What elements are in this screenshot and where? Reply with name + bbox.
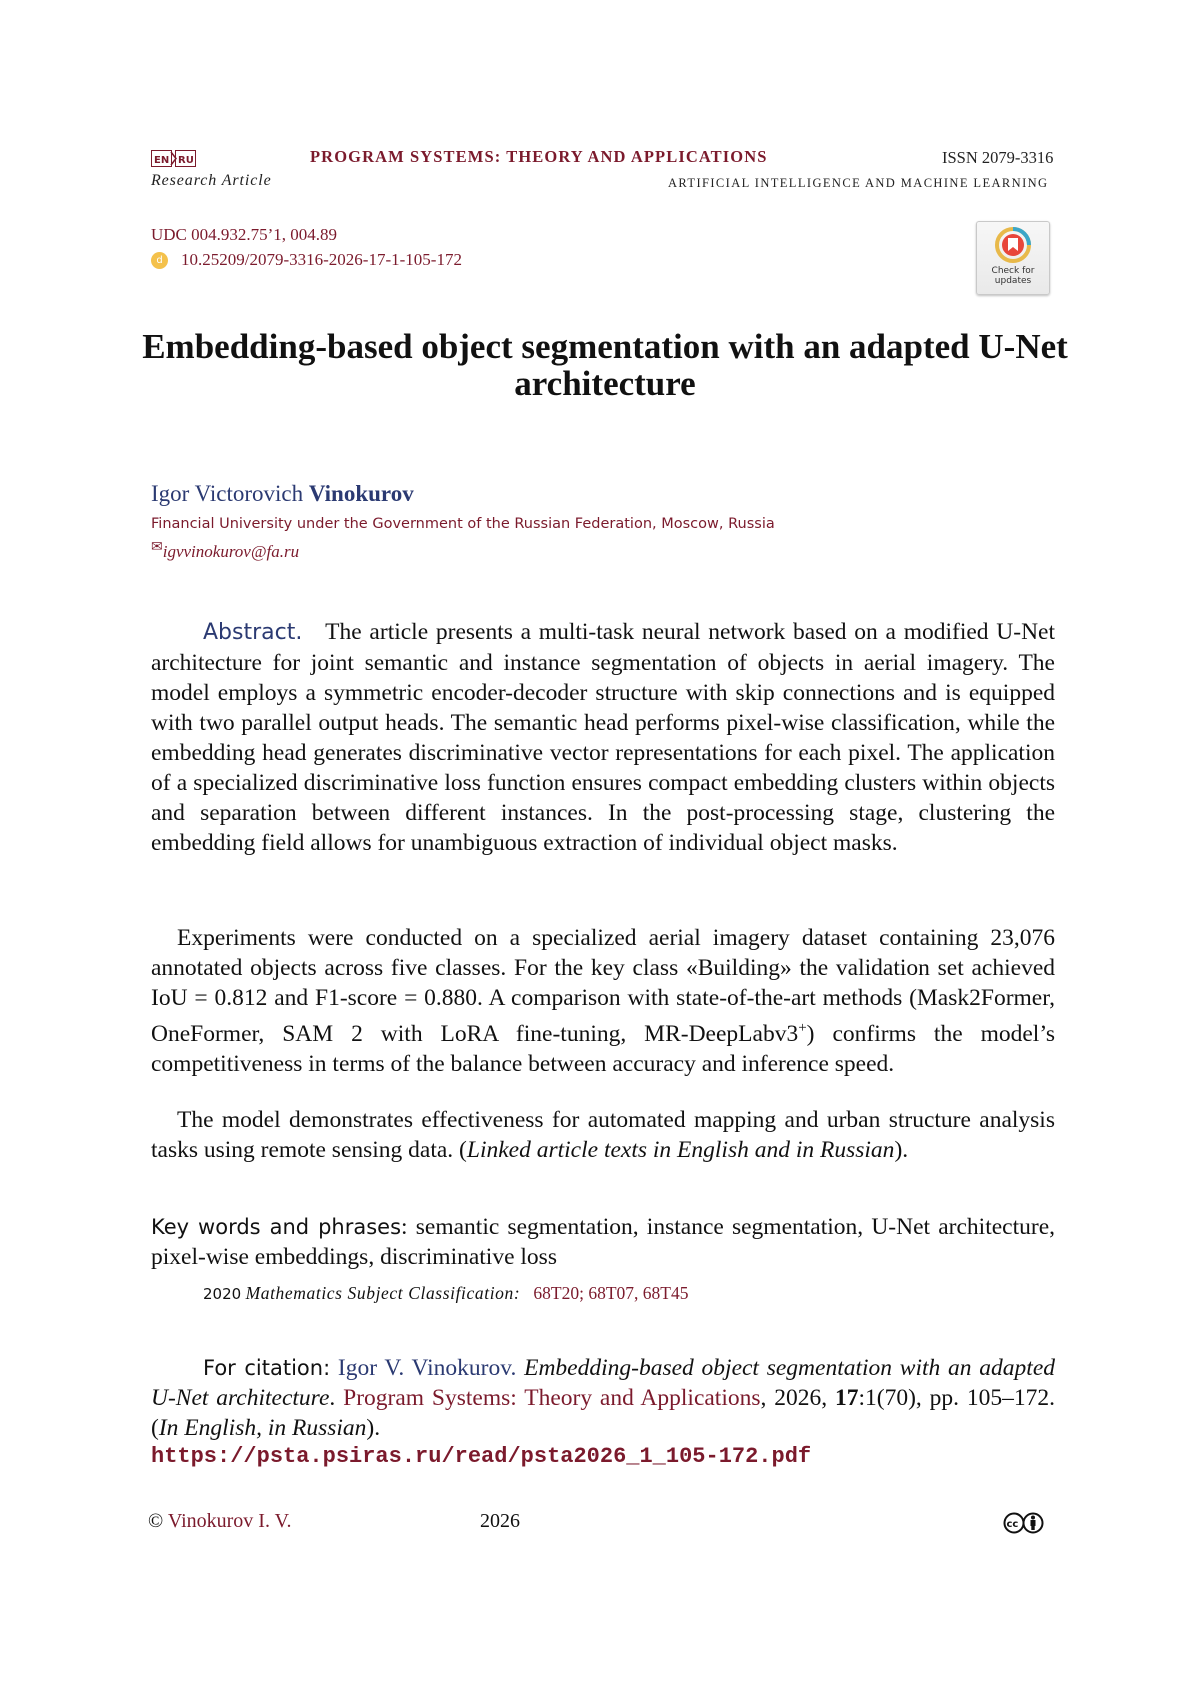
article-type: Research Article	[151, 172, 272, 189]
author-family-name: Vinokurov	[308, 481, 414, 506]
msc-codes[interactable]: 68T20; 68T07, 68T45	[533, 1283, 689, 1303]
citation-label: For citation:	[203, 1356, 331, 1380]
footer-year: 2026	[480, 1510, 520, 1532]
citation-title: Embedding-based object segmentation with an adapted U-Net architecture	[151, 1355, 1055, 1411]
envelope-icon: ✉	[151, 540, 163, 555]
email-row[interactable]	[151, 539, 299, 562]
copyright-symbol: ©	[148, 1510, 164, 1532]
copyright	[148, 1510, 291, 1533]
doi-row[interactable]	[151, 250, 462, 270]
citation-author[interactable]: Igor V. Vinokurov.	[337, 1355, 517, 1381]
experiments-paragraph	[151, 923, 1055, 1079]
check-for-updates-button[interactable]	[976, 221, 1050, 295]
msc-classification	[203, 1283, 688, 1304]
abstract-text: The article presents a multi-task neural network based on a modified U-Net architecture for joint semantic and instance segmentation of objects in aerial imagery. The model employs a symmetric encoder-decoder structure with skip connections and is equipped with two parallel output heads. The semantic head performs pixel-wise classification, while the embedding head generates discriminative vector representations for each pixel. The application of a specialized discriminative loss function ensures compact embedding clusters within objects and separation between different instances. In the post-processing stage, clustering the embedding field allows for unambiguous extraction of individual object masks.	[151, 619, 1056, 856]
author-name[interactable]	[151, 481, 414, 507]
citation-year: , 2026,	[760, 1385, 835, 1411]
crossmark-icon	[977, 222, 1049, 266]
citation-volume: 17	[834, 1385, 859, 1411]
section-name: ARTIFICIAL INTELLIGENCE AND MACHINE LEARNING	[668, 176, 1049, 190]
experiments-text-end: ) confirms the model’s competitiveness in terms of the balance between accuracy and inference speed.	[151, 1020, 1056, 1077]
experiments-text: Experiments were conducted on a specialized aerial imagery dataset containing 23,076 annotated objects across five classes. For the key class «Building» the validation set achieved IoU = 0.812 and F1-score = 0.880. A comparison with state-of-the-art methods (Mask2Former, OneFormer, SAM 2 with LoRA fine-tuning, MR-DeepLabv3	[151, 925, 1055, 1047]
article-title: Embedding-based object segmentation with an adapted U-Net architecture	[142, 327, 1068, 403]
abstract-paragraph	[151, 617, 1055, 858]
doi-link[interactable]: 10.25209/2079-3316-2026-17-1-105-172	[181, 250, 462, 269]
language-badge-icon	[151, 150, 197, 167]
keywords-label: Key words and phrases	[151, 1215, 402, 1239]
svg-text:EN: EN	[154, 155, 170, 166]
copyright-holder[interactable]: Vinokurov I. V.	[167, 1510, 292, 1532]
svg-text:RU: RU	[178, 155, 194, 166]
creative-commons-license-icon[interactable]	[1003, 1512, 1045, 1534]
svg-text:cc: cc	[1006, 1519, 1019, 1530]
abstract-label: Abstract.	[203, 620, 303, 645]
citation-paragraph: For citation: Igor V. Vinokurov. Embedding-based object segmentation with an adapted U-Net architecture. Program Systems: Theory and Applications, 2026, 17:1(70), pp. 105–172. (In English, in Russian).	[151, 1355, 1055, 1441]
superscript-plus: +	[798, 1020, 807, 1036]
citation-url-link[interactable]: https://psta.psiras.ru/read/psta2026_1_105-172.pdf	[151, 1444, 812, 1469]
conclusion-text: The model demonstrates effectiveness for automated mapping and urban structure analysis tasks using remote sensing data. (	[151, 1107, 1055, 1163]
author-email[interactable]: igvvinokurov@fa.ru	[162, 542, 300, 561]
author-affiliation: Financial University under the Government of the Russian Federation, Moscow, Russia	[151, 516, 775, 532]
udc-code: UDC 004.932.75’1, 004.89	[151, 225, 338, 244]
conclusion-paragraph	[151, 1105, 1055, 1165]
check-for-updates-label: Check for updates	[991, 266, 1035, 286]
citation-language: In English, in Russian	[158, 1415, 367, 1441]
conclusion-end: ).	[894, 1137, 909, 1163]
journal-name[interactable]: PROGRAM SYSTEMS: THEORY AND APPLICATIONS	[310, 147, 768, 166]
citation-journal[interactable]: Program Systems: Theory and Applications	[343, 1385, 761, 1411]
keywords-text: semantic segmentation, instance segmentation, U-Net architecture, pixel-wise embeddings, discriminative loss	[151, 1214, 1056, 1270]
msc-year: 2020	[203, 1285, 242, 1303]
keywords-paragraph: Key words and phrases: semantic segmentation, instance segmentation, U-Net architecture, pixel-wise embeddings, discriminative loss	[151, 1214, 1056, 1270]
msc-label: Mathematics Subject Classification:	[245, 1283, 521, 1303]
citation-issue-pages: :1(70), pp. 105–172.	[858, 1385, 1055, 1411]
doi-icon: d	[151, 252, 168, 269]
issn: ISSN 2079-3316	[942, 148, 1054, 167]
author-given-name: Igor Victorovich	[151, 481, 304, 506]
linked-texts-note: Linked article texts in English and in Russian	[466, 1137, 895, 1163]
